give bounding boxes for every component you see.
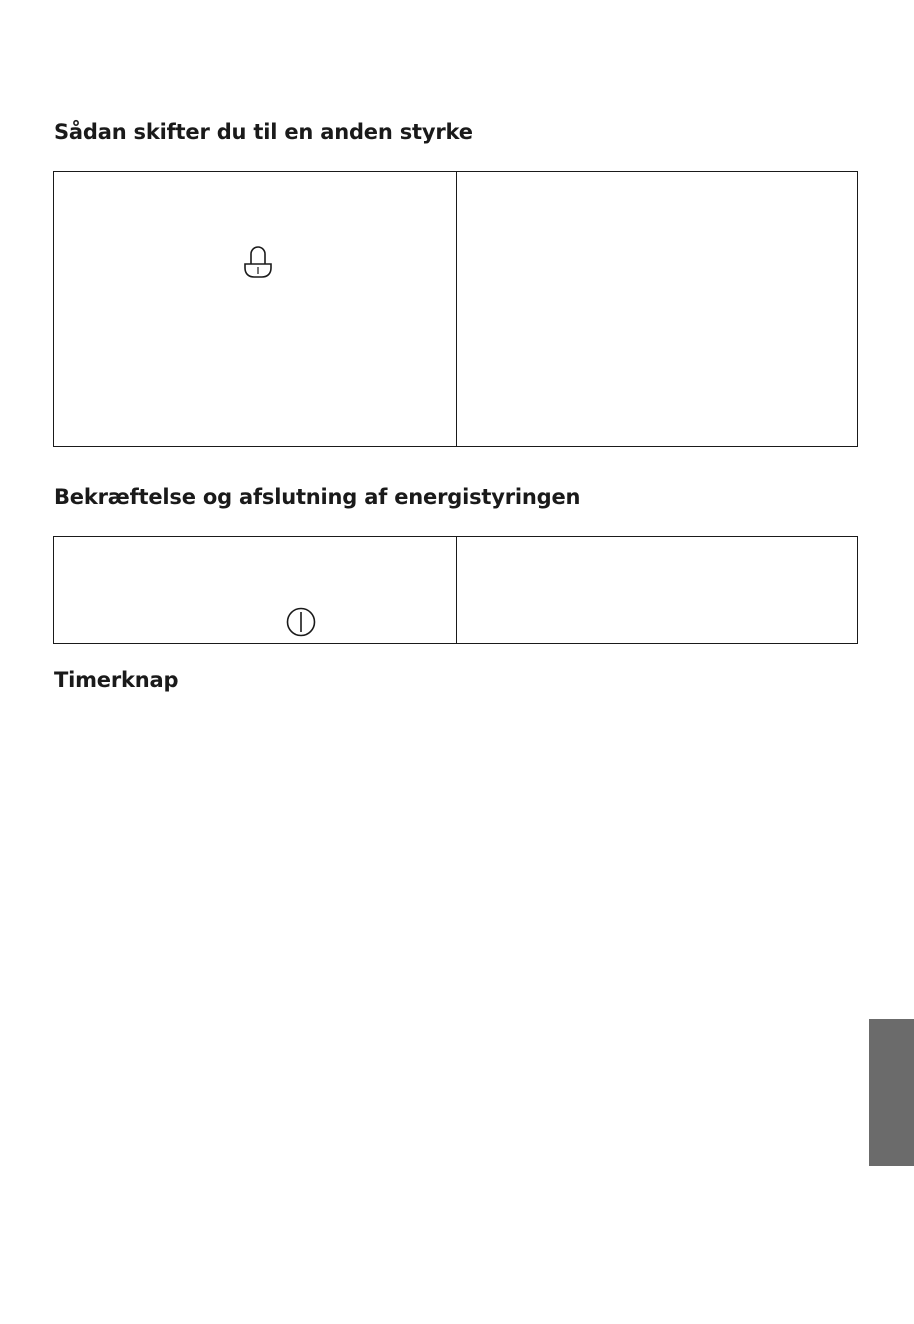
instruction-cell-text bbox=[457, 172, 857, 446]
language-side-tab bbox=[869, 1019, 914, 1166]
instruction-table-change-power bbox=[53, 171, 858, 447]
power-icon bbox=[286, 607, 316, 637]
instruction-cell-text bbox=[457, 537, 857, 643]
section-heading-change-power: Sådan skifter du til en anden styrke bbox=[54, 120, 473, 144]
section-heading-timer-button: Timerknap bbox=[54, 668, 179, 692]
instruction-table-confirm-power bbox=[53, 536, 858, 644]
section-heading-confirm-power: Bekræftelse og afslutning af energistyringen bbox=[54, 485, 581, 509]
instruction-cell-image bbox=[54, 172, 457, 446]
instruction-cell-image bbox=[54, 537, 457, 643]
lock-icon bbox=[243, 246, 273, 282]
